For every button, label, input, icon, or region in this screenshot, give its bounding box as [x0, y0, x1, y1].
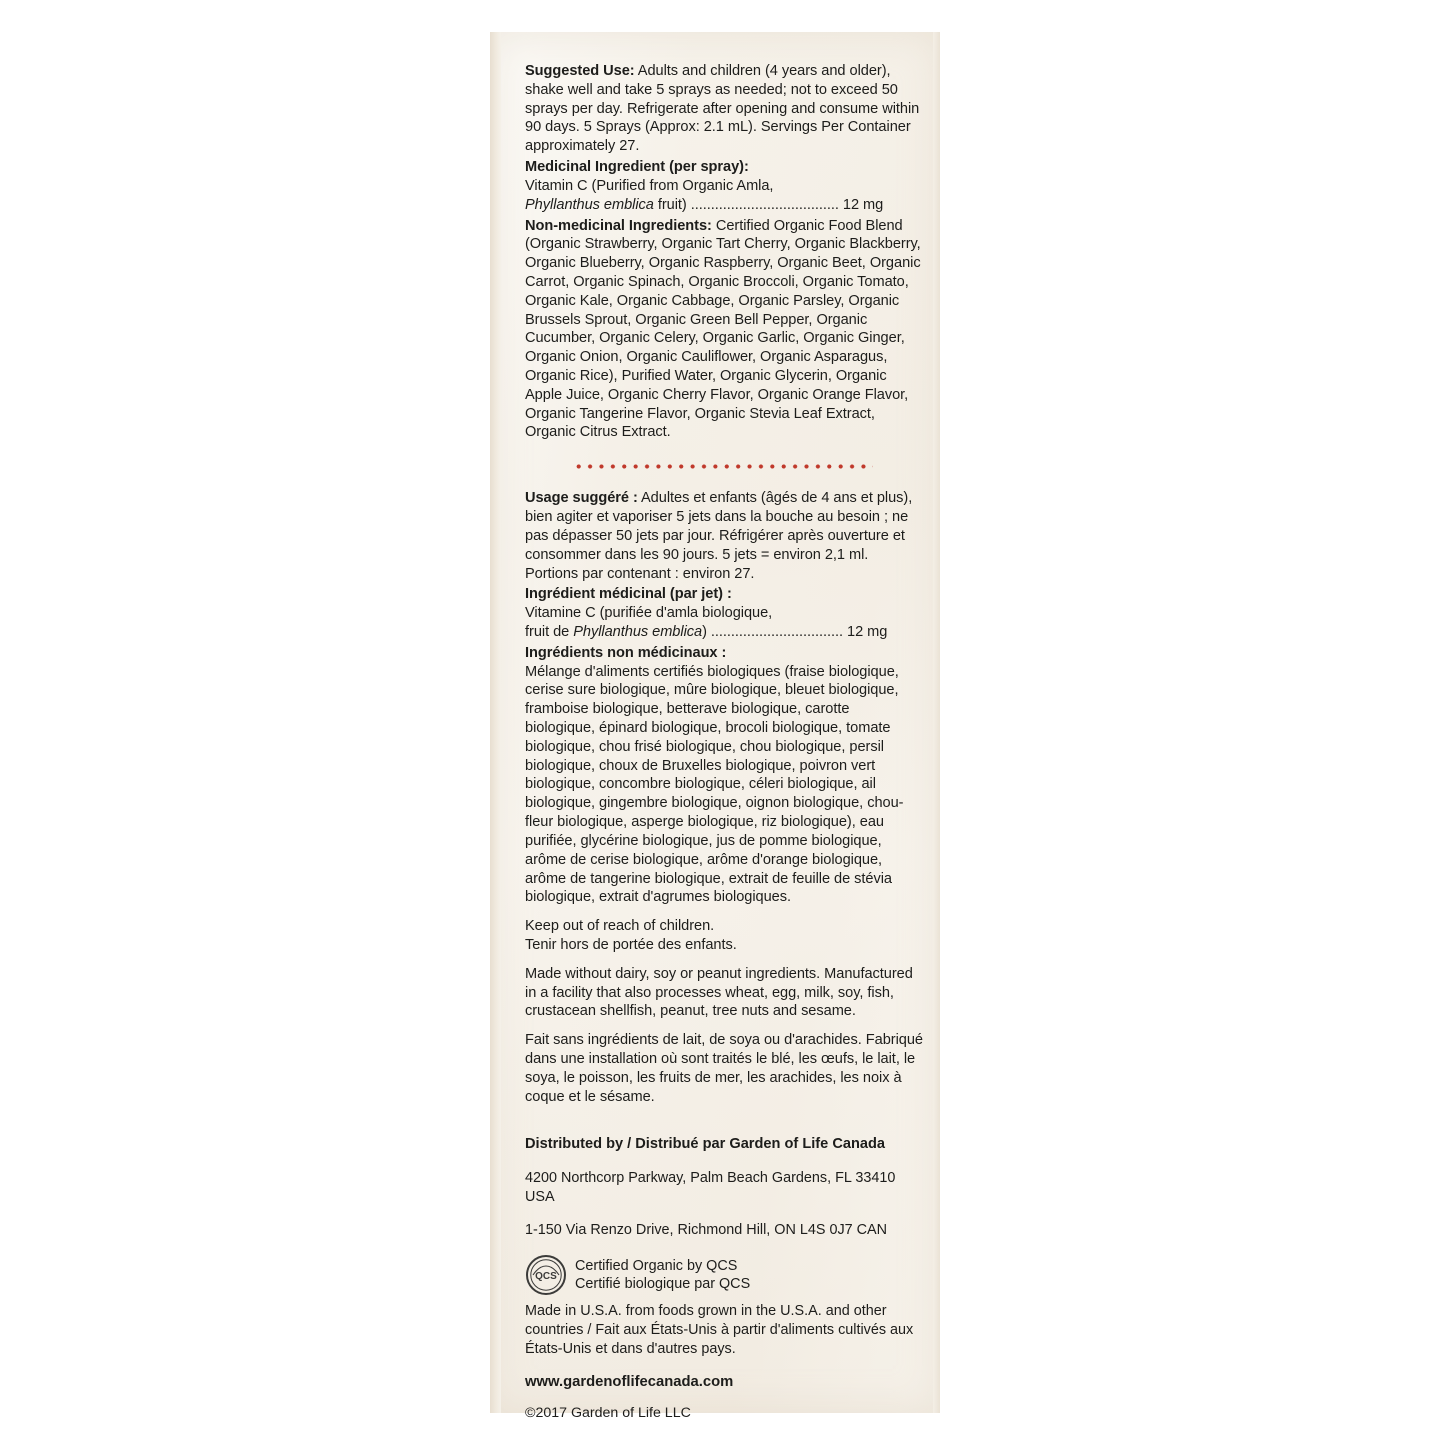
copyright-text: ©2017 Garden of Life LLC — [525, 1404, 691, 1421]
medicinal-fr-heading — [525, 585, 923, 604]
suggested-use-en — [525, 62, 923, 156]
certification-row — [525, 1254, 923, 1296]
dotted-divider — [573, 464, 873, 469]
medicinal-en-amount: fruit) ..................................... 12 mg — [653, 196, 884, 213]
origin-statement: Made in U.S.A. from foods grown in the U.S.A. and other countries / Fait aux États-Unis à partir d'aliments cultivés aux États-Unis et dans d'autres pays. — [525, 1303, 914, 1358]
footer-spacer — [525, 1106, 923, 1120]
medicinal-en-line2 — [525, 196, 923, 215]
medicinal-en-label: Medicinal Ingredient (per spray): — [525, 159, 749, 176]
non-medicinal-en-text: Certified Organic Food Blend (Organic Strawberry, Organic Tart Cherry, Organic Blackberry, Organic Blueberry, Organic Raspberry, Organic Beet, Organic Carrot, Organic Spinach, Organic Broccoli, Organic Tomato, Organic Kale, Organic Cabbage, Organic Parsley, Organic Brussels Sprout, Organic Green Bell Pepper, Organic Cucumber, Organic Celery, Organic Garlic, Organic Ginger, Organic Onion, Organic Cauliflower, Organic Asparagus, Organic Rice), Purified Water, Organic Glycerin, Organic Apple Juice, Organic Cherry Flavor, Organic Orange Flavor, Organic Tangerine Flavor, Organic Stevia Leaf Extract, Organic Citrus Extract. — [525, 217, 921, 441]
medicinal-en-line1: Vitamin C (Purified from Organic Amla, — [525, 177, 774, 194]
non-medicinal-en-label: Non-medicinal Ingredients: — [525, 217, 712, 234]
allergen-en: Made without dairy, soy or peanut ingredients. Manufactured in a facility that also processes wheat, egg, milk, soy, fish, crustacean shellfish, peanut, tree nuts and sesame. — [525, 965, 913, 1020]
medicinal-fr-latin: Phyllanthus emblica — [573, 623, 703, 640]
non-medicinal-en — [525, 217, 923, 443]
keep-out-en: Keep out of reach of children. — [525, 918, 715, 935]
distributed-by: Distributed by / Distribué par Garden of Life Canada — [525, 1136, 886, 1153]
address-line-1: 4200 Northcorp Parkway, Palm Beach Gardens, FL 33410 USA — [525, 1169, 896, 1205]
label-content — [525, 62, 923, 1435]
non-medicinal-fr-heading — [525, 644, 923, 663]
qcs-seal-icon — [525, 1254, 567, 1296]
carton-back-panel — [490, 32, 940, 1421]
medicinal-fr-amount: ) ................................. 12 mg — [702, 623, 888, 640]
certification-text — [575, 1257, 750, 1294]
allergen-fr: Fait sans ingrédients de lait, de soya ou d'arachides. Fabriqué dans une installation où sont traités le blé, les œufs, le lait, le soya, le poisson, les fruits de mer, les arachides, les noix à coque et le sésame. — [525, 1032, 923, 1105]
suggested-use-fr-label: Usage suggéré : — [525, 490, 638, 507]
suggested-use-en-label: Suggested Use: — [525, 63, 635, 79]
medicinal-en-latin: Phyllanthus emblica — [525, 196, 654, 213]
suggested-use-en-text: Adults and children (4 years and older), shake well and take 5 sprays as needed; not to exceed 50 sprays per day. Refrigerate after opening and consume within 90 days. 5 Sprays (Approx: 2.1 mL). Servings Per Container approximately 27. — [525, 63, 920, 155]
non-medicinal-fr-label: Ingrédients non médicinaux : — [525, 644, 727, 661]
non-medicinal-fr-text: Mélange d'aliments certifiés biologiques (fraise biologique, cerise sure biologique, mûre biologique, bleuet biologique, framboise biologique, betterave biologique, carotte biologique, épinard biologique, brocoli biologique, tomate biologique, chou frisé biologique, chou biologique, persil biologique, choux de Bruxelles biologique, poivron vert biologique, concombre biologique, céleri biologique, ail biologique, gingembre biologique, oignon biologique, chou-fleur biologique, asperge biologique, riz biologique), eau purifiée, glycérine biologique, jus de pomme biologique, arôme de cerise biologique, arôme d'orange biologique, arôme de tangerine biologique, extrait de feuille de stévia biologique, extrait d'agrumes biologiques. — [525, 663, 904, 906]
medicinal-en-heading — [525, 158, 923, 177]
certified-organic-en: Certified Organic by QCS — [575, 1257, 738, 1274]
svg-text:QCS: QCS — [535, 1271, 557, 1283]
suggested-use-fr — [525, 489, 923, 583]
medicinal-fr-line1: Vitamine C (purifiée d'amla biologique, — [525, 605, 773, 622]
medicinal-fr-prefix: fruit de — [525, 623, 574, 640]
address-line-2: 1-150 Via Renzo Drive, Richmond Hill, ON L4S 0J7 CAN — [525, 1222, 888, 1239]
keep-out-fr: Tenir hors de portée des enfants. — [525, 936, 737, 953]
medicinal-fr-label: Ingrédient médicinal (par jet) : — [525, 586, 732, 603]
website-link[interactable]: www.gardenoflifecanada.com — [525, 1373, 734, 1390]
certified-organic-fr: Certifié biologique par QCS — [575, 1276, 751, 1293]
suggested-use-fr-text: Adultes et enfants (âgés de 4 ans et plus), bien agiter et vaporiser 5 jets dans la bouche au besoin ; ne pas dépasser 50 jets par jour. Réfrigérer après ouverture et consommer dans les 90 jours. 5 jets = environ 2,1 ml. Portions par contenant : environ 27. — [525, 490, 913, 582]
medicinal-fr-line2 — [525, 623, 923, 642]
